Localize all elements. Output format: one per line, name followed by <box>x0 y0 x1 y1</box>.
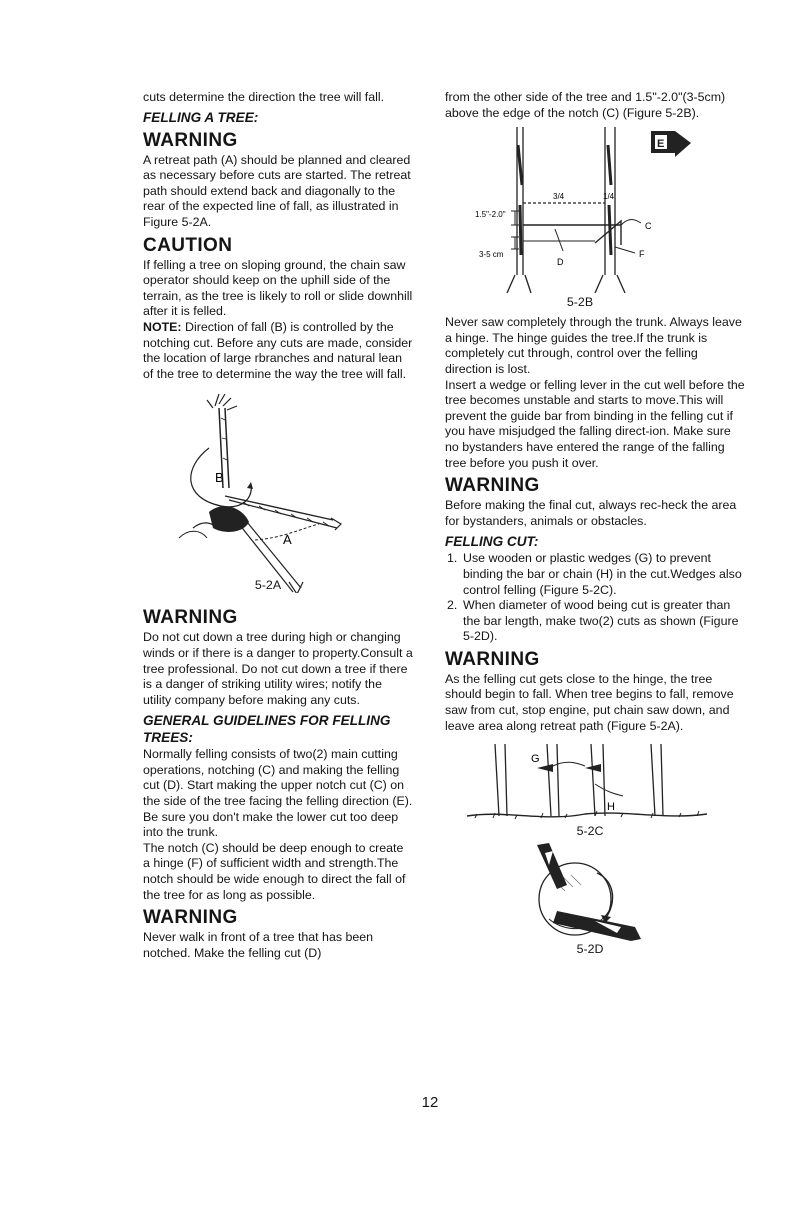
step-number: 2. <box>447 598 458 613</box>
caution-heading: CAUTION <box>143 234 233 256</box>
figure-5-2b <box>445 125 745 315</box>
guidelines-text: The notch (C) should be deep enough to create a hinge (F) of sufficient width and strength.The notch should be wide enough to direct the fall of the tree for as long as possible. <box>143 840 406 902</box>
dimension-label-cm: 3-5 cm <box>479 250 504 260</box>
figure-5-2d-illustration <box>445 841 745 946</box>
list-item <box>445 598 745 645</box>
label-c: C <box>645 221 652 232</box>
felling-direction-e-icon <box>651 131 691 157</box>
warning-text: Never walk in front of a tree that has been notched. Make the felling cut (D) <box>143 930 374 960</box>
fraction-label-1-4: 1/4 <box>603 192 615 202</box>
figure-5-2d <box>445 841 745 961</box>
figure-5-2a <box>143 388 413 593</box>
step-text: Use wooden or plastic wedges (G) to prevent binding the bar or chain (H) in the cut.Wedges also control felling (Figure 5-2C). <box>463 551 742 597</box>
warning-text: A retreat path (A) should be planned and cleared as necessary before cuts are started. The retreat path should extend back and diagonally to the rear of the expected line of fall, as illustrated in Figure 5-2A. <box>143 152 411 229</box>
label-b: B <box>215 470 224 486</box>
general-guidelines-heading: GENERAL GUIDELINES FOR FELLING TREES: <box>143 713 391 746</box>
figure-5-2a-caption: 5-2A <box>254 578 282 593</box>
warning-heading: WARNING <box>143 907 238 929</box>
figure-5-2a-illustration <box>143 388 413 593</box>
intro-text: cuts determine the direction the tree will fall. <box>143 90 385 104</box>
guidelines-text: Normally felling consists of two(2) main cutting operations, notching (C) and making the felling cut (D). Start making the upper notch cut (C) on the side of the tree facing the felling direction (E). Be sure you don't make the lower cut too deep into the trunk. <box>143 747 413 840</box>
right-column <box>445 90 745 961</box>
warning-heading: WARNING <box>143 129 238 151</box>
label-e: E <box>657 138 665 151</box>
felling-cut-steps <box>445 551 745 645</box>
warning-text: Do not cut down a tree during high or changing winds or if there is a danger to property.Consult a tree professional. Do not cut down a tree if there is a danger of striking utility wires; notify the utility company before making any cuts. <box>143 630 413 707</box>
step-text: When diameter of wood being cut is greater than the bar length, make two(2) cuts as shown (Figure 5-2D). <box>463 598 739 644</box>
note-text: Direction of fall (B) is controlled by the notching cut. Before any cuts are made, consider the location of large rbranches and natural lean of the tree to determine the way the tree will fall. <box>143 319 413 381</box>
felling-a-tree-heading: FELLING A TREE: <box>143 109 259 125</box>
label-g: G <box>531 753 540 766</box>
figure-5-2c <box>445 744 745 839</box>
hinge-text: Never saw completely through the trunk. Always leave a hinge. The hinge guides the tree.If the trunk is completely cut through, control over the felling direction is lost. <box>445 315 742 376</box>
label-h: H <box>607 801 615 814</box>
figure-5-2c-illustration <box>445 744 745 826</box>
figure-5-2b-caption: 5-2B <box>566 295 594 310</box>
note-paragraph <box>143 320 413 382</box>
wedge-text: Insert a wedge or felling lever in the cut well before the tree becomes unstable and starts to move.This will prevent the guide bar from binding in the felling cut if you have misjudged the falling direct-ion. Make sure no bystanders have entered the range of the falling tree before you push it over. <box>445 377 745 470</box>
warning-heading: WARNING <box>143 607 238 629</box>
figure-5-2b-illustration <box>445 125 745 295</box>
left-column <box>143 90 413 961</box>
label-f: F <box>639 249 645 260</box>
warning-heading: WARNING <box>445 648 540 670</box>
label-a: A <box>283 532 292 548</box>
list-item <box>445 551 745 598</box>
felling-cut-heading: FELLING CUT: <box>445 534 539 550</box>
fraction-label-3-4: 3/4 <box>553 192 565 202</box>
figure-5-2c-caption: 5-2C <box>576 824 604 839</box>
warning-text: Before making the final cut, always rec-heck the area for bystanders, animals or obstacles. <box>445 498 737 528</box>
step-number: 1. <box>447 551 458 566</box>
caution-text: If felling a tree on sloping ground, the chain saw operator should keep on the uphill side of the terrain, as the tree is likely to roll or slide downhill after it is felled. <box>143 257 413 319</box>
label-d: D <box>557 257 564 268</box>
intro-text: from the other side of the tree and 1.5"-2.0"(3-5cm) above the edge of the notch (C) (Figure 5-2B). <box>445 90 726 120</box>
figure-5-2d-caption: 5-2D <box>576 942 604 957</box>
warning-text: As the felling cut gets close to the hinge, the tree should begin to fall. When tree begins to fall, remove saw from cut, stop engine, put chain saw down, and leave area along retreat path (Figure 5-2A). <box>445 671 734 733</box>
page-number: 12 <box>421 1094 439 1111</box>
dimension-label-inches: 1.5"-2.0" <box>475 210 506 220</box>
note-label: NOTE: <box>143 319 182 334</box>
warning-heading: WARNING <box>445 475 540 497</box>
